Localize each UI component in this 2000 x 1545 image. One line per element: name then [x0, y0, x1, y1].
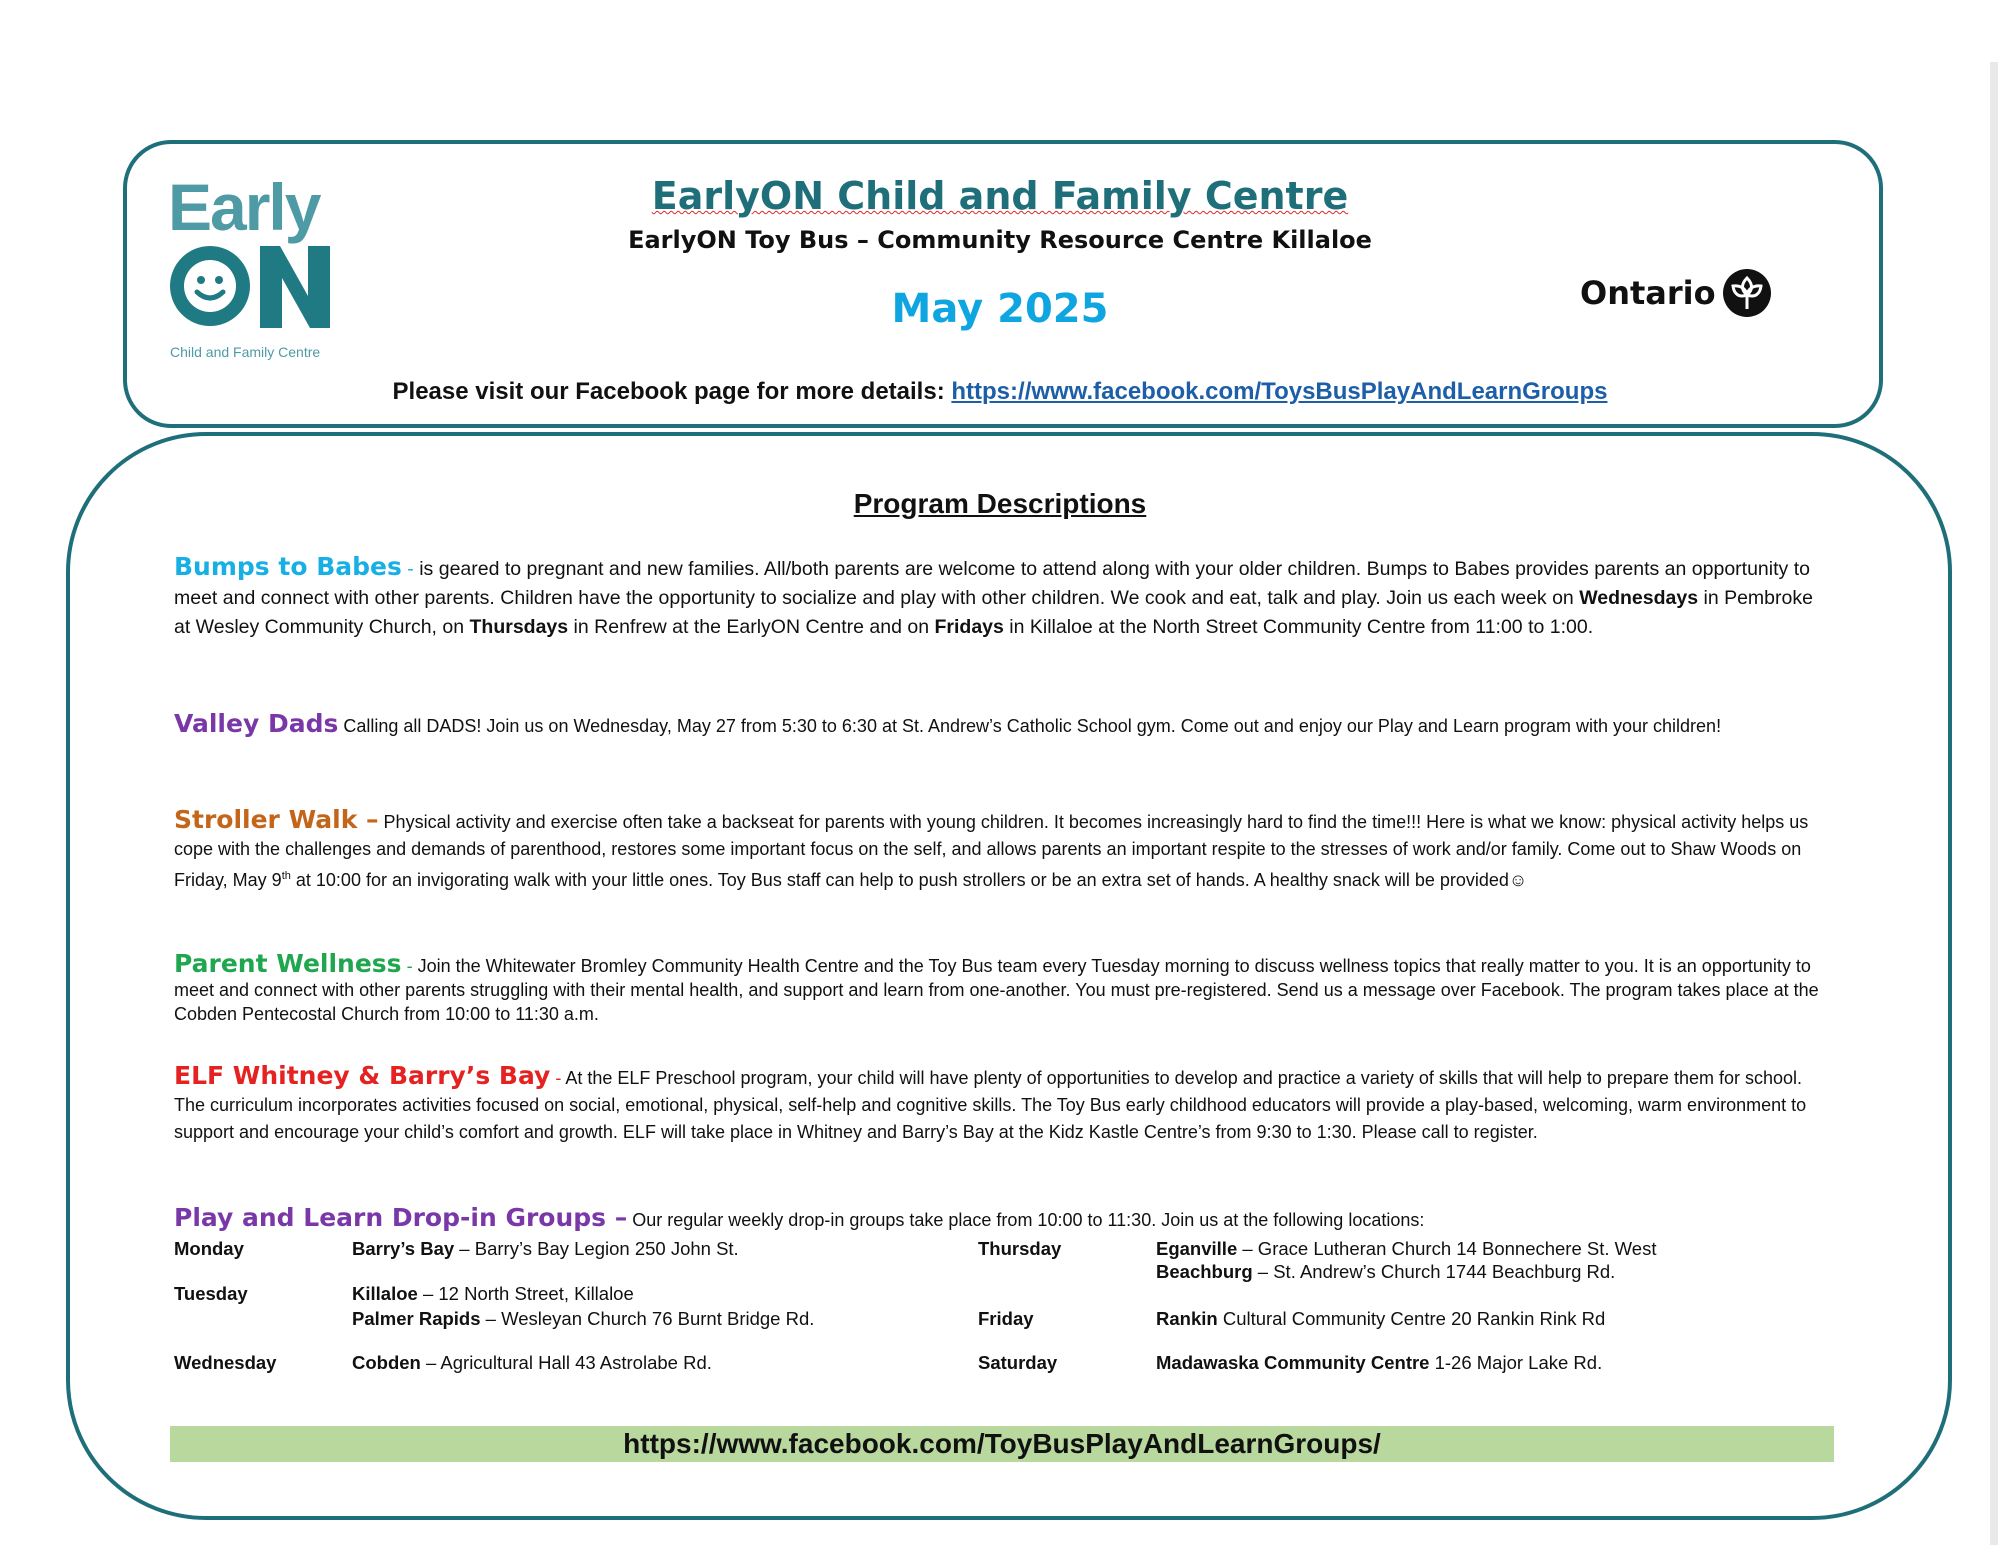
schedule-location [352, 1238, 739, 1260]
location-detail: – Barry’s Bay Legion 250 John St. [454, 1238, 739, 1259]
location-name: Palmer Rapids [352, 1308, 481, 1329]
schedule-day [174, 1352, 276, 1374]
location-detail: – 12 North Street, Killaloe [417, 1283, 634, 1304]
ontario-logo [1580, 268, 1772, 318]
program-text: at 10:00 for an invigorating walk with your little ones. Toy Bus staff can help to push strollers or be an extra set of hands. A healthy snack will be provided [290, 870, 1509, 890]
location-name: Rankin [1156, 1308, 1218, 1329]
schedule-location [352, 1352, 712, 1374]
month-heading: May 2025 [891, 286, 1109, 332]
program-stroller-walk [174, 806, 1834, 894]
schedule-day [174, 1283, 248, 1305]
smiley-icon: ☺ [1508, 870, 1528, 890]
program-sep: - [401, 956, 418, 976]
schedule-day [978, 1352, 1057, 1374]
day-label: Wednesday [174, 1352, 277, 1373]
program-name: Bumps to Babes [174, 552, 402, 581]
title-text: EarlyON Child and Family Centre [651, 174, 1349, 218]
day-label: Monday [174, 1238, 244, 1259]
program-name: Play and Learn Drop-in Groups – [174, 1203, 628, 1232]
program-text: At the ELF Preschool program, your child will have plenty of opportunities to develop and practice a variety of skills that will help to prepare them for school. The curriculum incorporates activities focused on social, emotional, physical, self-help and cognitive skills. The Toy Bus early childhood educators will provide a play-based, welcoming, warm environment to support and encourage your child’s comfort and growth. ELF will take place in Whitney and Barry’s Bay at the Kidz Kastle Centre’s from 9:30 to 1:30. Please call to register. [174, 1068, 1807, 1142]
program-text: Join the Whitewater Bromley Community Health Centre and the Toy Bus team every Tuesday morning to discuss wellness topics that really matter to you. It is an opportunity to meet and connect with other parents struggling with their mental health, and support and learn from one-another. You must pre-registered. Send us a message over Facebook. The program takes place at the Cobden Pentecostal Church from 10:00 to 11:30 a.m. [174, 956, 1819, 1024]
logo-on-icon [168, 236, 338, 336]
program-bold-day: Fridays [934, 616, 1004, 638]
program-text: is geared to pregnant and new families. All/both parents are welcome to attend along with your older children. Bumps to Babes provides parents an opportunity to meet and connect with other parents. Children have the opportunity to socialize and play with other children. We cook and eat, talk and play. Join us each week on [174, 558, 1810, 609]
program-text: Physical activity and exercise often take a backseat for parents with young children. It becomes increasingly hard to find the time!!! Here is what we know: physical activity helps us cope with the challenges and demands of parenthood, restores some important focus on the self, and allows parents an important respite to the stresses of work and/or family. Come out to Shaw Woods on Friday, May 9 [174, 812, 1809, 890]
page-scroll-edge [1990, 62, 1998, 1545]
day-label: Thursday [978, 1238, 1062, 1259]
program-bumps-to-babes [174, 552, 1834, 642]
location-detail: Cultural Community Centre 20 Rankin Rink Rd [1217, 1308, 1606, 1329]
schedule-location [1156, 1238, 1656, 1260]
schedule-location [352, 1308, 814, 1330]
location-name: Barry’s Bay [352, 1238, 455, 1259]
location-detail: – St. Andrew’s Church 1744 Beachburg Rd. [1252, 1261, 1616, 1282]
program-elf [174, 1062, 1834, 1146]
trillium-icon [1722, 268, 1772, 318]
program-name: Parent Wellness [174, 949, 402, 978]
section-title: Program Descriptions [853, 488, 1147, 519]
schedule-location [352, 1283, 634, 1305]
facebook-prompt: Please visit our Facebook page for more details: [392, 378, 945, 405]
day-label: Saturday [978, 1352, 1058, 1373]
program-text: Calling all DADS! Join us on Wednesday, May 27 from 5:30 to 6:30 at St. Andrew’s Catholic School gym. Come out and enjoy our Play and Learn program with your children! [338, 716, 1722, 736]
location-detail: – Wesleyan Church 76 Burnt Bridge Rd. [480, 1308, 815, 1329]
program-valley-dads [174, 710, 1834, 740]
location-name: Beachburg [1156, 1261, 1253, 1282]
program-sep: - [401, 558, 420, 580]
day-label: Friday [978, 1308, 1034, 1329]
ontario-wordmark: Ontario [1580, 274, 1716, 312]
program-text: Our regular weekly drop-in groups take place from 10:00 to 11:30. Join us at the following locations: [627, 1210, 1425, 1230]
program-name: ELF Whitney & Barry’s Bay [174, 1061, 551, 1090]
program-parent-wellness [174, 949, 1834, 1026]
location-name: Eganville [1156, 1238, 1238, 1259]
program-play-and-learn [174, 1204, 1834, 1234]
schedule-location [1156, 1261, 1615, 1283]
program-sup: th [281, 870, 291, 882]
location-detail: – Agricultural Hall 43 Astrolabe Rd. [420, 1352, 712, 1373]
schedule-day [174, 1238, 244, 1260]
footer-facebook-link[interactable]: https://www.facebook.com/ToyBusPlayAndLearnGroups/ [170, 1426, 1834, 1462]
location-name: Madawaska Community Centre [1156, 1352, 1430, 1373]
location-detail: 1-26 Major Lake Rd. [1429, 1352, 1603, 1373]
logo-early-text: Early [168, 170, 320, 244]
logo-tagline: Child and Family Centre [170, 344, 321, 360]
location-name: Killaloe [352, 1283, 418, 1304]
location-detail: – Grace Lutheran Church 14 Bonnechere St. West [1237, 1238, 1657, 1259]
program-text: in Renfrew at the EarlyON Centre and on [568, 616, 935, 638]
program-bold-day: Wednesdays [1579, 587, 1699, 609]
program-name: Stroller Walk – [174, 805, 379, 834]
page-title [600, 174, 1400, 218]
schedule-location [1156, 1352, 1602, 1374]
location-name: Cobden [352, 1352, 421, 1373]
schedule-day [978, 1238, 1061, 1260]
program-text: in Pembroke at Wesley Community Church, on [174, 587, 1813, 638]
schedule-day [978, 1308, 1034, 1330]
program-sep: - [550, 1068, 566, 1088]
earlyon-logo [168, 172, 348, 372]
facebook-link[interactable]: https://www.facebook.com/ToysBusPlayAndLearnGroups [951, 378, 1608, 405]
program-text: in Killaloe at the North Street Community Centre from 11:00 to 1:00. [1003, 616, 1594, 638]
day-label: Tuesday [174, 1283, 248, 1304]
facebook-prompt-line [340, 378, 1660, 406]
program-bold-day: Thursdays [469, 616, 569, 638]
schedule-location [1156, 1308, 1605, 1330]
page-subtitle: EarlyON Toy Bus – Community Resource Centre Killaloe [628, 226, 1372, 254]
program-name: Valley Dads [174, 709, 339, 738]
